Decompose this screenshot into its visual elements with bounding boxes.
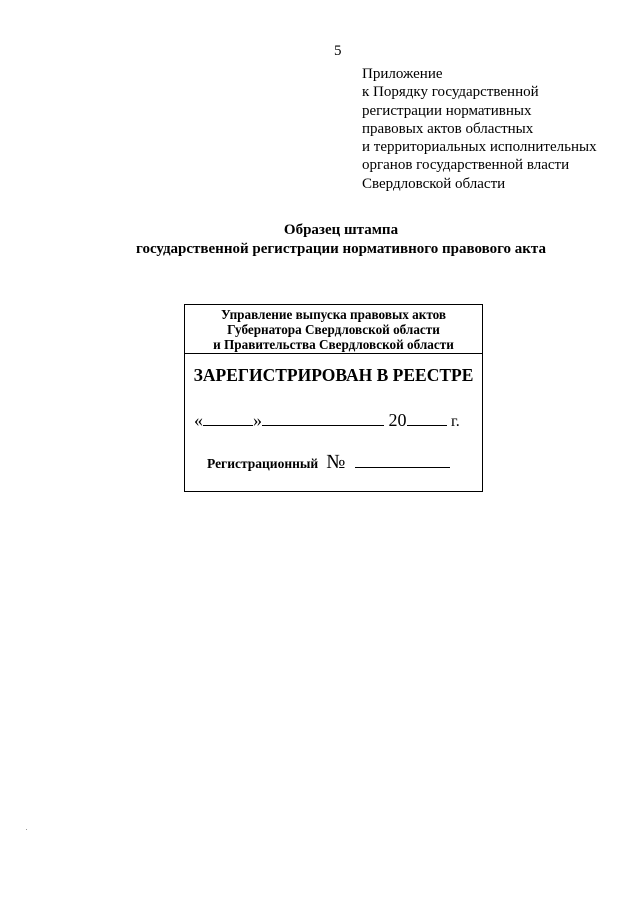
open-quote: «	[194, 410, 203, 430]
registered-in-registry-text: ЗАРЕГИСТРИРОВАН В РЕЕСТРЕ	[193, 365, 474, 385]
month-blank	[262, 408, 384, 426]
title-line-1: Образец штампа	[283, 222, 399, 238]
registration-stamp	[184, 304, 483, 492]
year-blank	[407, 408, 447, 426]
appendix-line: Приложение	[362, 66, 443, 82]
date-row	[194, 408, 460, 432]
page-number: 5	[334, 43, 342, 59]
document-title	[0, 221, 640, 258]
close-quote: »	[253, 410, 262, 430]
title-line-2: государственной регистрации нормативного правового акта	[136, 240, 546, 257]
appendix-line: Свердловской области	[362, 175, 506, 192]
stamp-header-line: Управление выпуска правовых актов	[220, 307, 447, 322]
stamp-header-line: и Правительства Свердловской области	[213, 337, 454, 352]
year-suffix: г.	[451, 413, 460, 430]
appendix-line: органов государственной власти	[362, 157, 570, 174]
registration-number-row	[207, 451, 450, 474]
appendix-line: к Порядку государственной	[362, 84, 539, 101]
day-blank	[203, 408, 253, 426]
registration-label: Регистрационный	[207, 456, 319, 471]
appendix-line: регистрации нормативных	[362, 102, 532, 119]
appendix-block	[362, 65, 597, 193]
year-prefix: 20	[388, 410, 407, 430]
registration-number-blank	[355, 453, 450, 468]
stamp-header	[185, 305, 482, 354]
appendix-line: правовых актов областных	[362, 120, 534, 137]
stamp-header-line: Губернатора Свердловской области	[227, 322, 440, 337]
appendix-line: и территориальных исполнительных	[362, 139, 597, 156]
scan-artifact-dot	[26, 829, 27, 830]
number-sign: №	[326, 451, 346, 473]
